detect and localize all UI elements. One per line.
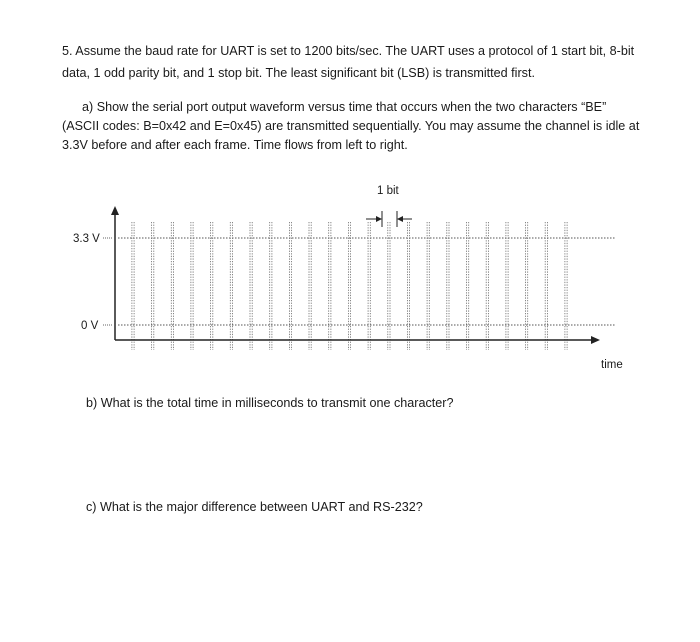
bit-width-label: 1 bit <box>377 185 399 197</box>
voltage-axis-arrow-icon <box>111 206 119 215</box>
part-c-question: c) What is the major difference between UART and RS-232? <box>86 500 423 514</box>
low-voltage-label: 0 V <box>81 320 99 332</box>
time-axis-arrow-icon <box>591 336 600 344</box>
question-intro-line-2: data, 1 odd parity bit, and 1 stop bit. The least significant bit (LSB) is transmitted first. <box>62 66 535 80</box>
bit-grid-lines <box>132 222 567 350</box>
question-intro-line-1: 5. Assume the baud rate for UART is set to 1200 bits/sec. The UART uses a protocol of 1 start bit, 8-bit <box>62 44 635 58</box>
part-b-question: b) What is the total time in milliseconds to transmit one character? <box>86 396 454 410</box>
part-a-line-2: (ASCII codes: B=0x42 and E=0x45) are transmitted sequentially. You may assume the channel is idle at <box>62 119 640 133</box>
part-a-line-1: a) Show the serial port output waveform versus time that occurs when the two characters “BE” <box>82 100 607 114</box>
bit-width-left-pointing-arrow-icon <box>397 216 403 222</box>
high-voltage-label: 3.3 V <box>73 233 100 245</box>
part-a-line-3: 3.3V before and after each frame. Time flows from left to right. <box>62 138 408 152</box>
time-axis-label: time <box>601 359 623 371</box>
bit-width-right-pointing-arrow-icon <box>376 216 382 222</box>
